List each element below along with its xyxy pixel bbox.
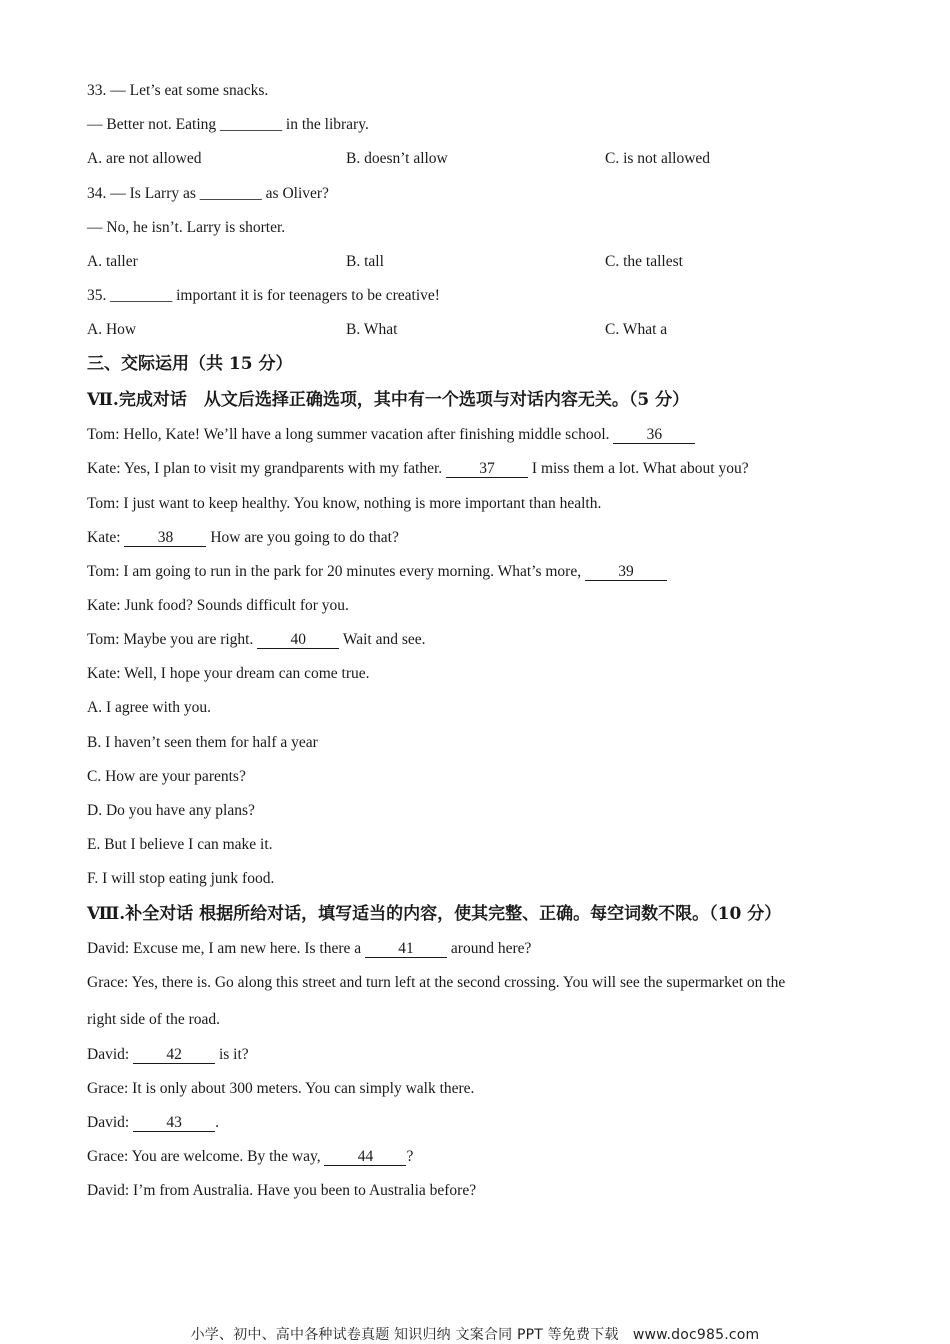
part-8-dialogue-line xyxy=(87,1045,249,1065)
q34-blank: ________ xyxy=(199,185,262,202)
part-7-choice-item: A. I agree with you. xyxy=(87,699,211,716)
part-7-choice-item: C. How are your parents? xyxy=(87,768,246,785)
part-7-dialogue-line-text: Tom: I just want to keep healthy. You know, nothing is more important than health. xyxy=(87,495,602,512)
answer-blank[interactable]: 38 xyxy=(124,529,206,547)
part-8-dialogue-line-text: David: Excuse me, I am new here. Is there a xyxy=(87,940,366,957)
part-8-dialogue-line-text: right side of the road. xyxy=(87,1011,221,1028)
answer-blank[interactable]: 42 xyxy=(133,1046,215,1064)
part-8-dialogue-line-text-end: is it? xyxy=(215,1046,249,1063)
q34-option-b: B. tall xyxy=(346,253,384,270)
part-7-dialogue-line-text: Kate: Junk food? Sounds difficult for you. xyxy=(87,597,349,614)
part-8-dialogue-line-text: Grace: You are welcome. By the way, xyxy=(87,1148,325,1165)
part-8-dialogue-line xyxy=(87,1147,413,1167)
footer-watermark: 小学、初中、高中各种试卷真题 知识归纳 文案合同 PPT 等免费下载 www.doc985.com xyxy=(190,1327,760,1343)
q33-stem: 33. — Let’s eat some snacks. xyxy=(87,82,269,99)
part-7-dialogue-line-text: Tom: Maybe you are right. xyxy=(87,631,258,648)
part-7-dialogue-line xyxy=(87,562,667,582)
part-7-choice-item: E. But I believe I can make it. xyxy=(87,836,273,853)
answer-blank[interactable]: 44 xyxy=(324,1148,406,1166)
part-7-dialogue-line xyxy=(87,425,695,445)
part-7-dialogue-line-text: Kate: Well, I hope your dream can come true. xyxy=(87,665,370,682)
q35-blank: ________ xyxy=(110,287,173,304)
part-7-dialogue-line-text: Kate: xyxy=(87,529,125,546)
part-7-dialogue-line-text: Tom: I am going to run in the park for 20 minutes every morning. What’s more, xyxy=(87,563,585,580)
part-8-dialogue-line xyxy=(87,1079,474,1099)
part-8-dialogue-line xyxy=(87,1181,476,1201)
part-7-dialogue-line-text: Kate: Yes, I plan to visit my grandparents with my father. xyxy=(87,460,447,477)
part-8-dialogue-line xyxy=(87,1113,219,1133)
q33-reply xyxy=(87,115,369,135)
part-8-dialogue-line xyxy=(87,939,531,959)
part-8-dialogue-line xyxy=(87,973,785,993)
part-8-title: Ⅷ.补全对话 根据所给对话，填写适当的内容，使其完整、正确。每空词数不限。（10 分） xyxy=(87,904,782,924)
part-7-dialogue-line-text-end: Wait and see. xyxy=(339,631,426,648)
q33-option-c: C. is not allowed xyxy=(605,150,711,167)
q33-blank: ________ xyxy=(220,116,283,133)
part-8-dialogue-line-text: Grace: Yes, there is. Go along this street and turn left at the second crossing. You will see the supermarket on the xyxy=(87,974,786,991)
part-8-dialogue-line-text-end: ? xyxy=(406,1148,414,1165)
q34-stem-text: 34. — Is Larry as xyxy=(87,185,200,202)
part-8-dialogue-line-text: David: I’m from Australia. Have you been to Australia before? xyxy=(87,1182,477,1199)
q33-option-a: A. are not allowed xyxy=(87,150,202,167)
part-8-dialogue-line-text-end: around here? xyxy=(447,940,532,957)
answer-blank[interactable]: 36 xyxy=(613,426,695,444)
part-8-dialogue-line-text: David: xyxy=(87,1114,134,1131)
part-7-choice-item: D. Do you have any plans? xyxy=(87,802,255,819)
q34-option-c: C. the tallest xyxy=(605,253,683,270)
q34-reply: — No, he isn’t. Larry is shorter. xyxy=(87,219,286,236)
part-7-dialogue-line xyxy=(87,494,601,514)
answer-blank[interactable]: 43 xyxy=(133,1114,215,1132)
q35-stem-text: important it is for teenagers to be creative! xyxy=(172,287,440,304)
part-8-dialogue-line-text-end: . xyxy=(215,1114,219,1131)
part-7-choice-item: B. I haven’t seen them for half a year xyxy=(87,734,318,751)
part-8-dialogue-line-text: David: xyxy=(87,1046,134,1063)
answer-blank[interactable]: 40 xyxy=(257,631,339,649)
part-7-dialogue-line xyxy=(87,630,426,650)
q35-option-c: C. What a xyxy=(605,321,668,338)
q33-reply-text: — Better not. Eating xyxy=(87,116,221,133)
part-7-dialogue-line xyxy=(87,664,370,684)
q34-stem xyxy=(87,184,329,204)
part-7-title: Ⅶ.完成对话 从文后选择正确选项，其中有一个选项与对话内容无关。（5 分） xyxy=(87,390,690,410)
part-8-dialogue-line-text: Grace: It is only about 300 meters. You can simply walk there. xyxy=(87,1080,475,1097)
answer-blank[interactable]: 37 xyxy=(446,460,528,478)
q33-reply-text-end: in the library. xyxy=(282,116,369,133)
section-3-title: 三、交际运用（共 15 分） xyxy=(87,354,293,374)
answer-blank[interactable]: 41 xyxy=(365,940,447,958)
part-7-dialogue-line xyxy=(87,528,399,548)
q34-stem-text-end: as Oliver? xyxy=(261,185,329,202)
q33-option-b: B. doesn’t allow xyxy=(346,150,448,167)
q35-stem-number: 35. xyxy=(87,287,111,304)
q35-stem xyxy=(87,286,440,306)
q35-option-a: A. How xyxy=(87,321,137,338)
part-7-dialogue-line xyxy=(87,596,349,616)
q35-option-b: B. What xyxy=(346,321,398,338)
q34-option-a: A. taller xyxy=(87,253,138,270)
part-7-dialogue-line-text-end: I miss them a lot. What about you? xyxy=(528,460,749,477)
part-7-choice-item: F. I will stop eating junk food. xyxy=(87,870,275,887)
part-7-dialogue-line-text: Tom: Hello, Kate! We’ll have a long summer vacation after finishing middle school. xyxy=(87,426,614,443)
part-7-dialogue-line xyxy=(87,459,749,479)
part-7-dialogue-line-text-end: How are you going to do that? xyxy=(206,529,399,546)
part-8-dialogue-line xyxy=(87,1010,220,1030)
answer-blank[interactable]: 39 xyxy=(585,563,667,581)
